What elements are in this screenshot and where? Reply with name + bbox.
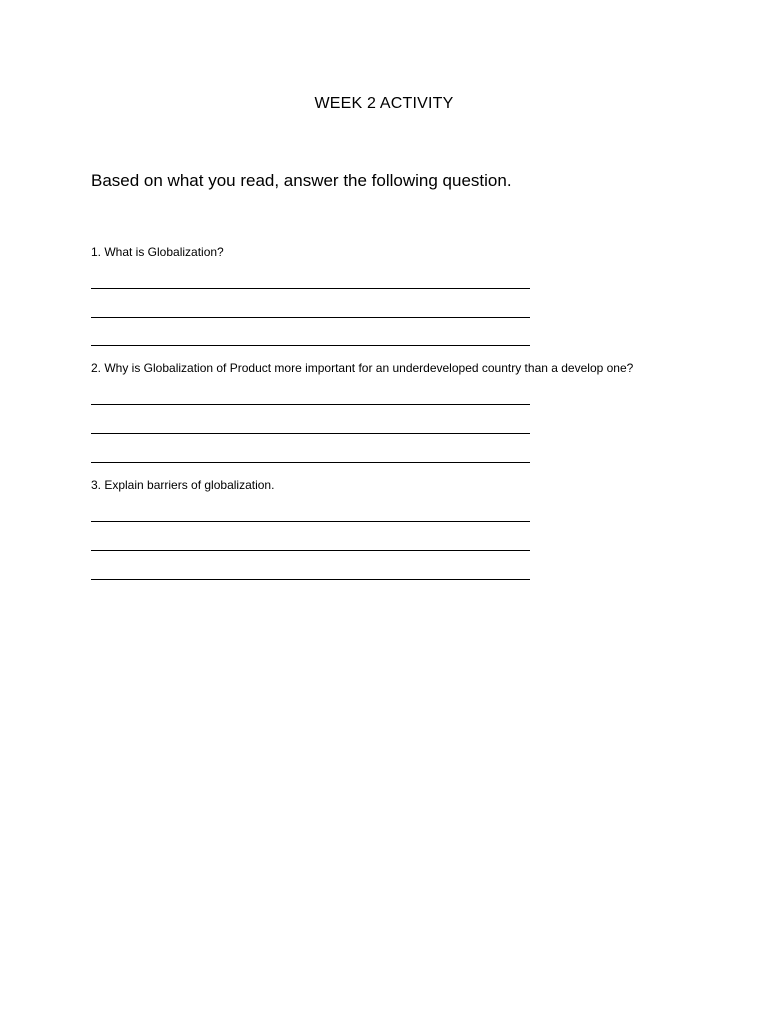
- answer-line-1-1[interactable]: [91, 288, 530, 289]
- page-title: WEEK 2 ACTIVITY: [314, 95, 454, 112]
- answer-line-3-3[interactable]: [91, 579, 530, 580]
- answer-line-1-2[interactable]: [91, 317, 530, 318]
- answer-line-2-2[interactable]: [91, 433, 530, 434]
- answer-line-3-1[interactable]: [91, 521, 530, 522]
- answer-line-1-3[interactable]: [91, 345, 530, 346]
- question-3: 3. Explain barriers of globalization.: [91, 478, 275, 492]
- answer-line-2-3[interactable]: [91, 462, 530, 463]
- question-1: 1. What is Globalization?: [91, 245, 224, 259]
- question-2: 2. Why is Globalization of Product more important for an underdeveloped country than a develop one?: [91, 361, 634, 375]
- instruction-text: Based on what you read, answer the following question.: [91, 171, 512, 190]
- answer-line-2-1[interactable]: [91, 404, 530, 405]
- answer-line-3-2[interactable]: [91, 550, 530, 551]
